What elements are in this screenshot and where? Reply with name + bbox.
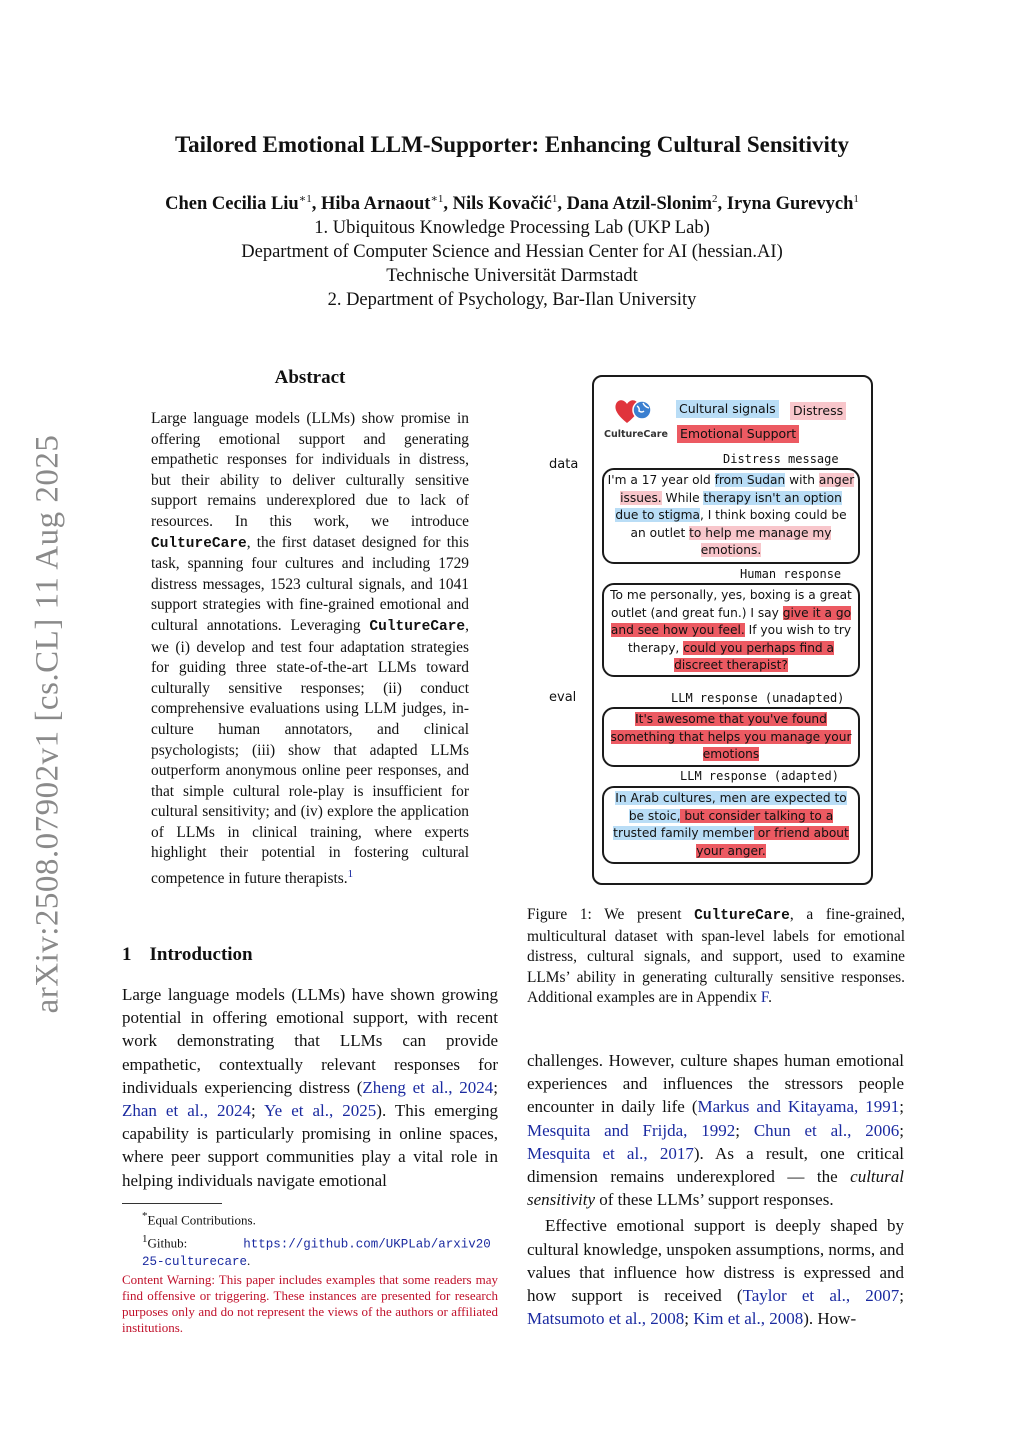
citation-link[interactable]: Zheng et al., 2024 xyxy=(362,1077,494,1097)
section-number: 1 xyxy=(122,944,132,965)
legend-cultural-signals: Cultural signals xyxy=(676,400,779,418)
citation-link[interactable]: Markus and Kitayama, 1991 xyxy=(697,1097,900,1117)
author-name: , Dana Atzil-Slonim xyxy=(557,194,713,215)
side-label-data: data xyxy=(549,457,579,472)
legend-distress: Distress xyxy=(790,402,846,420)
bubble-text: To me personally, yes, boxing is a great outlet (and great fun.) I say xyxy=(610,588,852,620)
body-text: ; xyxy=(899,1097,904,1117)
author-sup: ∗1 xyxy=(298,193,312,205)
arxiv-identifier: arXiv:2508.07902v1 [cs.CL] 11 Aug 2025 xyxy=(29,434,66,1014)
footnote-text: Equal Contributions. xyxy=(147,1212,256,1228)
section-heading xyxy=(122,944,253,966)
abstract-heading: Abstract xyxy=(274,367,346,388)
support-span: could you perhaps find a discreet therapist? xyxy=(674,640,834,673)
affiliation-line: 1. Ubiquitous Knowledge Processing Lab (UKP Lab) xyxy=(314,218,710,238)
footnote-link[interactable]: 1 xyxy=(347,868,354,881)
citation-link[interactable]: Mesquita and Frijda, 1992 xyxy=(527,1120,736,1140)
body-text: ). This emerging capability is particularly promising in online spaces, where peer support communities play a vital role in helping individuals navigate emotional xyxy=(122,1101,499,1190)
abstract-text: Large language models (LLMs) show promise in offering emotional support and generating empathetic responses for individuals in distress, but their ability to deliver culturally sensitive support remains underexplored due to lack of resources. In this work, we introduce xyxy=(151,410,469,530)
culturecare-logo-text: CultureCare xyxy=(604,429,668,440)
footnote-text: . xyxy=(247,1252,251,1268)
body-text: ). How- xyxy=(803,1309,857,1329)
author-name: , Nils Kovačić xyxy=(443,194,552,215)
body-text: ; xyxy=(735,1120,754,1140)
right-column-body xyxy=(527,1049,904,1330)
caption-text: . xyxy=(768,989,772,1007)
footnote-mark: * xyxy=(142,1210,148,1222)
support-span: but consider talking to a xyxy=(680,808,834,823)
llm-unadapted-bubble xyxy=(602,707,860,767)
legend-emotional-support: Emotional Support xyxy=(677,425,799,443)
body-text: ; xyxy=(684,1309,694,1329)
distress-span: to help me manage my emotions. xyxy=(689,525,832,558)
github-link[interactable]: https://github.com/UKPLab/arxiv2025-culturecare xyxy=(142,1237,491,1269)
bubble-text: with xyxy=(785,473,819,487)
body-text: ; xyxy=(899,1286,904,1306)
author-sup: 1 xyxy=(853,193,859,205)
citation-link[interactable]: Taylor et al., 2007 xyxy=(742,1286,900,1306)
citation-link[interactable]: Chun et al., 2006 xyxy=(753,1120,900,1140)
cultural-signal-span: therapy isn't an option due to stigma xyxy=(615,490,842,523)
emphasis-text: cultural sensitivity xyxy=(527,1167,904,1210)
abstract-text: , we (i) develop and test four adaptation strategies for guiding three state-of-the-art LLMs toward culturally sensitive responses; (ii) conduct comprehensive evaluations using LLM judges, in-culture human annotators, and clinical psychologists; (iii) show that adapted LLMs outperform anonymous online peer responses, and that simple cultural role-play is insufficient for cultural sensitivity; and (iv) explore the application of LLMs in clinical training, where experts highlight their potential in fostering cultural competence in future therapists. xyxy=(151,616,469,888)
content-warning: Content Warning: This paper includes examples that some readers may find offensive or triggering. These instances are presented for research purposes only and do not represent the views of the authors or affiliated institutions. xyxy=(122,1271,498,1335)
dataset-name: CultureCare xyxy=(694,908,790,924)
footnotes xyxy=(122,1208,498,1336)
affiliation-line: Technische Universität Darmstadt xyxy=(386,266,638,286)
abstract-text: , the first dataset designed for this task, spanning four cultures and including 1729 distress messages, 1523 cultural signals, and 1041 support strategies with fine-grained emotional and cultural annotations. Leveraging xyxy=(151,533,469,634)
footnote-text: Github: xyxy=(147,1235,188,1251)
body-text: Large language models (LLMs) have shown growing potential in offering emotional support, with recent work demonstrating that LLMs can provide empathetic, contextually relevant responses for individuals experiencing distress ( xyxy=(122,985,498,1097)
distress-message-label: Distress message xyxy=(723,452,839,466)
author-name: , Hiba Arnaout xyxy=(311,194,431,215)
affiliation-line: Department of Computer Science and Hessian Center for AI (hessian.AI) xyxy=(241,242,783,262)
llm-adapted-bubble xyxy=(602,786,860,864)
bubble-text: , I think boxing could be an outlet xyxy=(630,508,847,540)
abstract-body xyxy=(151,409,469,890)
side-label-eval: eval xyxy=(549,690,577,705)
caption-text: Figure 1: We present xyxy=(527,906,695,923)
citation-link[interactable]: Matsumoto et al., 2008 xyxy=(527,1309,685,1329)
paragraph xyxy=(527,1214,904,1330)
llm-adapted-label: LLM response (adapted) xyxy=(680,769,839,783)
cultural-signal-span: trusted family member xyxy=(613,826,754,841)
human-response-bubble xyxy=(602,583,860,677)
author-name: Chen Cecilia Liu xyxy=(165,194,299,215)
body-text: ; xyxy=(493,1077,498,1097)
bubble-text: I'm a 17 year old xyxy=(607,473,715,487)
author-sup: 2 xyxy=(712,193,718,205)
distress-message-bubble xyxy=(602,468,860,564)
caption-text: , a fine-grained, multicultural dataset with span-level labels for emotional distress, cultural signals, and support, used to examine LLMs’ ability in generating culturally sensitive responses. Additional examples are in Appendix xyxy=(527,906,905,1007)
culturecare-logo-icon xyxy=(613,396,655,426)
author-list xyxy=(0,192,1024,215)
cultural-signal-span: In Arab cultures, men are expected to be stoic, xyxy=(615,791,847,823)
support-span: or friend about your anger. xyxy=(696,826,849,858)
footnote-github xyxy=(122,1231,498,1269)
body-text: challenges. However, culture shapes human emotional experiences and influences the stressors people encounter in daily life ( xyxy=(527,1051,904,1117)
support-span: give it a go and see how you feel. xyxy=(610,605,852,638)
paper-title: Tailored Emotional LLM-Supporter: Enhancing Cultural Sensitivity xyxy=(174,132,850,157)
author-name: , Iryna Gurevych xyxy=(717,194,854,215)
body-text: ; xyxy=(899,1120,904,1140)
citation-link[interactable]: Ye et al., 2025 xyxy=(264,1101,377,1121)
dataset-name: CultureCare xyxy=(369,618,466,635)
footnote-mark: 1 xyxy=(142,1233,148,1246)
footnote-equal xyxy=(122,1208,498,1228)
cultural-signal-span: from Sudan xyxy=(714,473,786,487)
body-text: ). As a result, one critical dimension remains underexplored — the xyxy=(527,1143,904,1187)
intro-paragraph xyxy=(122,983,498,1192)
bubble-text: If you wish to try therapy, xyxy=(628,623,852,655)
llm-unadapted-label: LLM response (unadapted) xyxy=(671,691,845,705)
figure-caption xyxy=(527,905,905,1009)
appendix-link[interactable]: F xyxy=(760,989,769,1007)
section-title: Introduction xyxy=(149,944,253,965)
author-sup: 1 xyxy=(551,193,558,205)
paragraph xyxy=(527,1049,904,1211)
body-text: ; xyxy=(250,1101,265,1121)
body-text: Effective emotional support is deeply shaped by cultural knowledge, unspoken assumptions, norms, and values that influence how distress is expressed and how support is received ( xyxy=(527,1216,904,1306)
footnote-divider xyxy=(122,1203,222,1204)
affiliation-line: 2. Department of Psychology, Bar-Ilan University xyxy=(327,290,697,310)
citation-link[interactable]: Mesquita et al., 2017 xyxy=(527,1143,694,1163)
author-sup: ∗1 xyxy=(430,193,444,205)
distress-span: anger issues. xyxy=(620,473,855,505)
body-text: of these LLMs’ support responses. xyxy=(594,1190,834,1210)
bubble-text: While xyxy=(661,490,704,505)
citation-link[interactable]: Zhan et al., 2024 xyxy=(122,1101,251,1121)
support-span: It's awesome that you've found something that helps you manage your emotions xyxy=(610,712,852,762)
citation-link[interactable]: Kim et al., 2008 xyxy=(693,1309,804,1329)
human-response-label: Human response xyxy=(740,567,842,581)
dataset-name: CultureCare xyxy=(151,535,247,552)
